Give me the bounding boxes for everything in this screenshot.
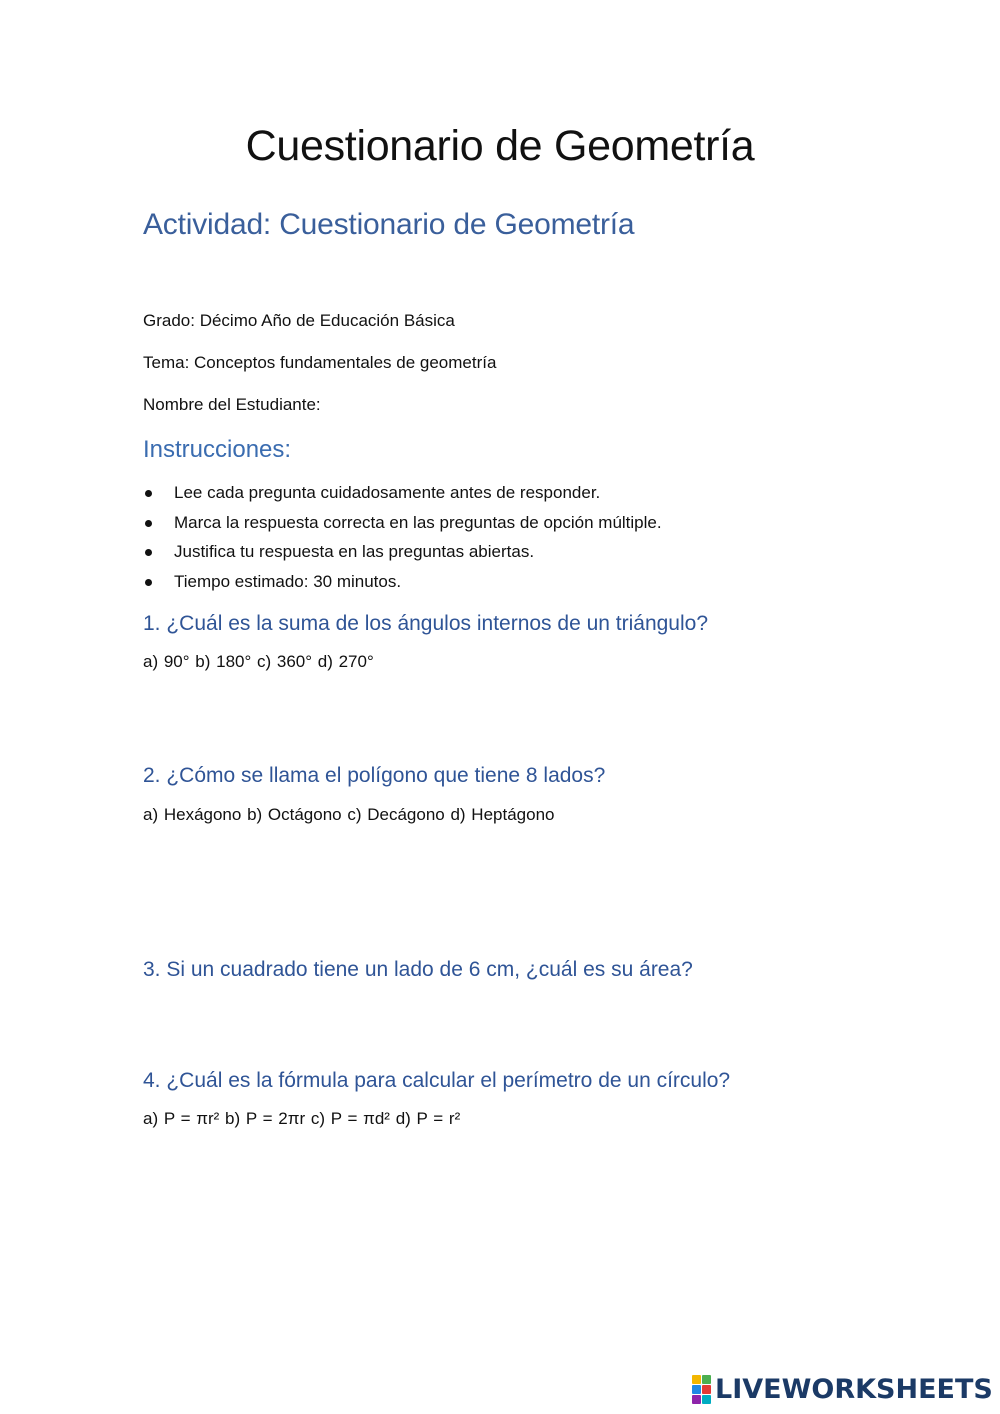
- bullet-icon: [145, 490, 152, 497]
- bullet-icon: [145, 520, 152, 527]
- instructions-list: [143, 480, 662, 598]
- page-title: Cuestionario de Geometría: [245, 122, 755, 170]
- question-4: 4. ¿Cuál es la fórmula para calcular el perímetro de un círculo?: [143, 1069, 731, 1092]
- list-item: [143, 510, 662, 540]
- logo-text: LIVEWORKSHEETS: [715, 1374, 993, 1405]
- list-item: [143, 569, 662, 599]
- grade-text: Grado: Décimo Año de Educación Básica: [143, 311, 455, 330]
- list-item: [143, 539, 662, 569]
- activity-subtitle: Actividad: Cuestionario de Geometría: [143, 208, 635, 241]
- list-item: [143, 480, 662, 510]
- instruction-text: Marca la respuesta correcta en las preguntas de opción múltiple.: [174, 512, 662, 532]
- question-2-options: a) Hexágono b) Octágono c) Decágono d) Heptágono: [143, 805, 555, 824]
- student-name-label: Nombre del Estudiante:: [143, 395, 321, 414]
- question-3: 3. Si un cuadrado tiene un lado de 6 cm, ¿cuál es su área?: [143, 958, 693, 981]
- liveworksheets-logo: [692, 1374, 993, 1405]
- question-1: 1. ¿Cuál es la suma de los ángulos internos de un triángulo?: [143, 612, 709, 635]
- logo-mark-icon: [692, 1375, 711, 1404]
- instruction-text: Justifica tu respuesta en las preguntas abiertas.: [174, 542, 535, 562]
- question-2: 2. ¿Cómo se llama el polígono que tiene 8 lados?: [143, 764, 606, 787]
- topic-text: Tema: Conceptos fundamentales de geometría: [143, 353, 497, 372]
- instructions-heading: Instrucciones:: [143, 436, 292, 463]
- instruction-text: Lee cada pregunta cuidadosamente antes de responder.: [174, 483, 601, 502]
- instruction-text: Tiempo estimado: 30 minutos.: [174, 571, 402, 591]
- question-4-options: a) P = πr² b) P = 2πr c) P = πd² d) P = r²: [143, 1109, 461, 1128]
- question-1-options: a) 90° b) 180° c) 360° d) 270°: [143, 652, 374, 671]
- bullet-icon: [145, 549, 152, 556]
- bullet-icon: [145, 579, 152, 586]
